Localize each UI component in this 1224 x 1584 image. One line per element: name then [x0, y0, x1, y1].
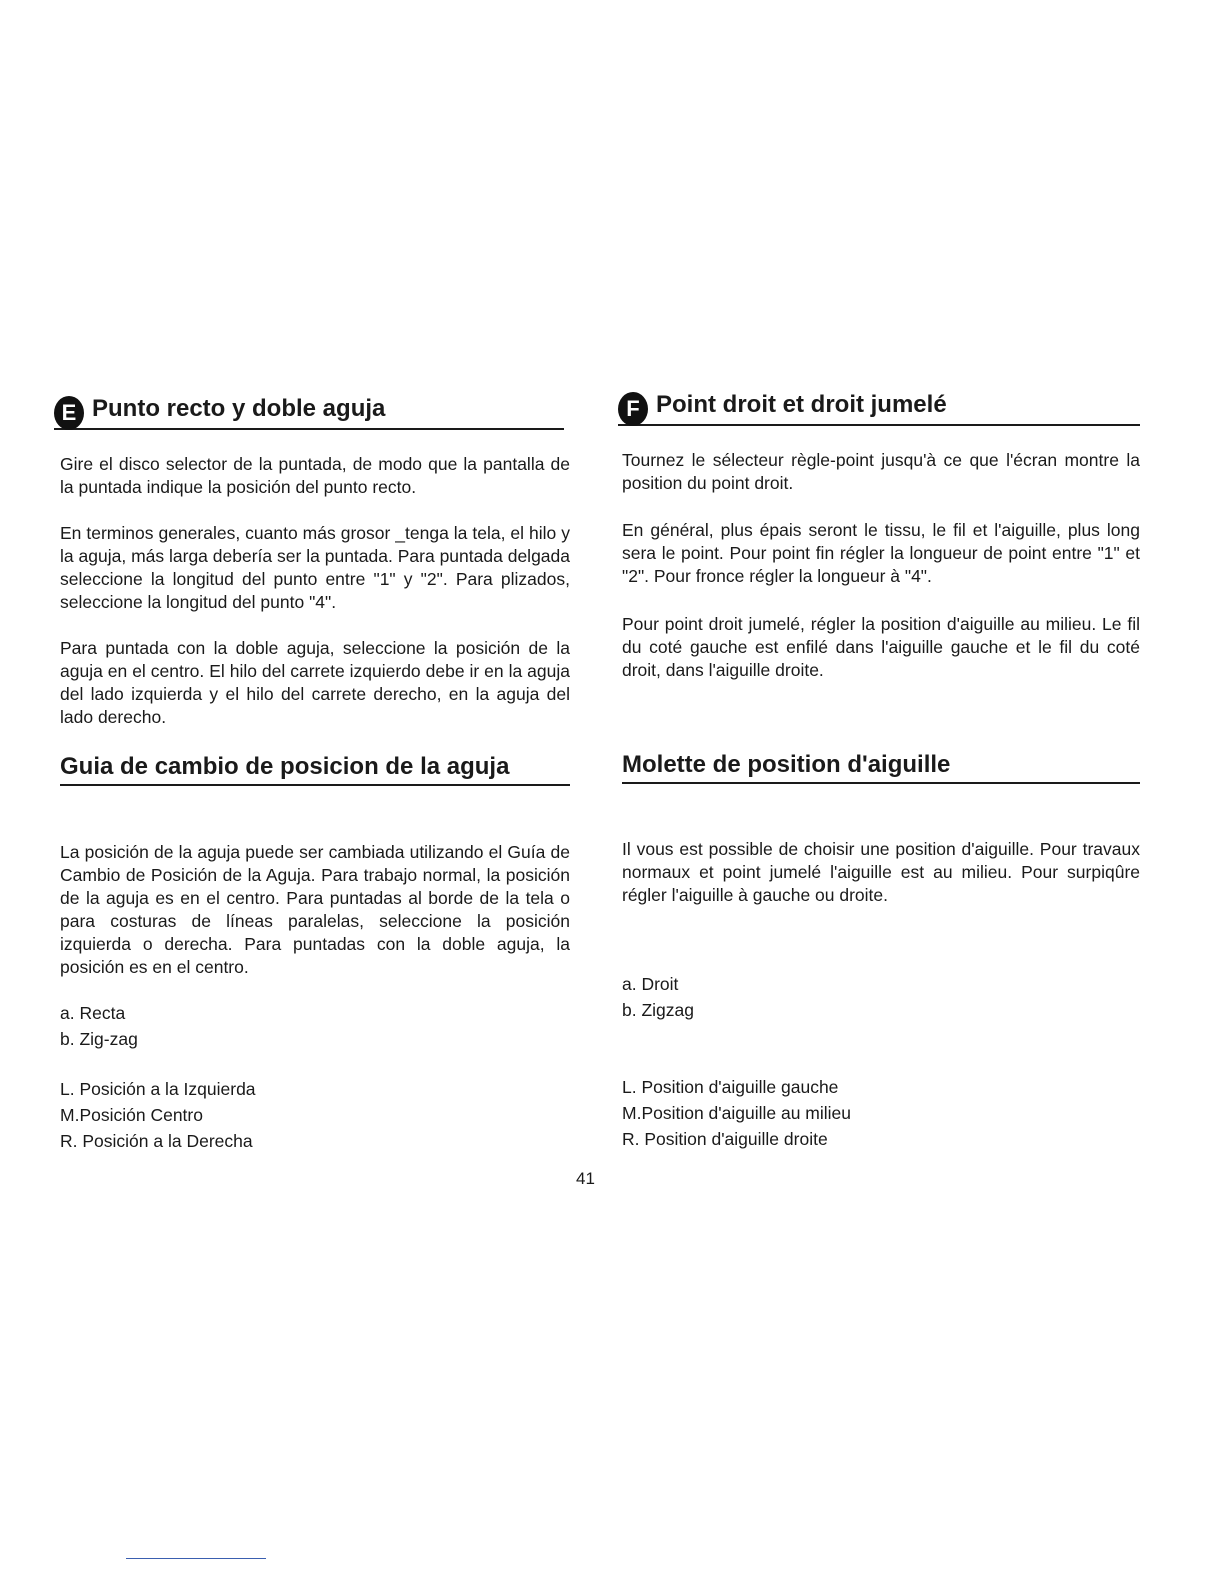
french-section2-paragraph: Il vous est possible de choisir une position d'aiguille. Pour travaux normaux et point jumelé l'aiguille est au milieu. Pour surpiqûre régler l'aiguille à gauche ou droite. [622, 839, 1140, 905]
french-stitch-type-a: a. Droit [622, 974, 679, 994]
french-title: Point droit et droit jumelé [656, 391, 947, 418]
spanish-section2-heading-block [60, 752, 570, 786]
french-position-m: M.Position d'aiguille au milieu [622, 1103, 852, 1123]
spanish-paragraph-2: En terminos generales, cuanto más grosor _tenga la tela, el hilo y la aguja, más larga debería ser la puntada. Para puntada delgada seleccione la longitud del punto entre "1" y "2". Para plizados, seleccione la longitud del punto "4". [60, 523, 570, 612]
spanish-position-l: L. Posición a la Izquierda [60, 1079, 256, 1099]
french-paragraph-3: Pour point droit jumelé, régler la position d'aiguille au milieu. Le fil du coté gauche est enfilé dans l'aiguille gauche et le fil du coté droit, dans l'aiguille droite. [622, 614, 1140, 680]
french-paragraph-2: En général, plus épais seront le tissu, le fil et l'aiguille, plus long sera le point. Pour point fin régler la longueur de point entre "1" et "2". Pour fronce régler la longueur à "4". [622, 520, 1140, 586]
french-position-l: L. Position d'aiguille gauche [622, 1077, 839, 1097]
spanish-paragraph-1: Gire el disco selector de la puntada, de modo que la pantalla de la puntada indique la posición del punto recto. [60, 454, 570, 497]
spanish-stitch-type-a: a. Recta [60, 1003, 126, 1023]
spanish-position-m: M.Posición Centro [60, 1105, 203, 1125]
spanish-position-r: R. Posición a la Derecha [60, 1131, 253, 1151]
spanish-title: Punto recto y doble aguja [92, 395, 386, 422]
french-badge-icon: F [618, 392, 648, 426]
spanish-stitch-type-b: b. Zig-zag [60, 1029, 138, 1049]
french-stitch-type-b: b. Zigzag [622, 1000, 694, 1020]
page-number: 41 [576, 1169, 595, 1188]
spanish-heading [54, 392, 564, 428]
french-paragraph-1: Tournez le sélecteur règle-point jusqu'à ce que l'écran montre la position du point droit. [622, 450, 1140, 493]
spanish-section2-paragraph: La posición de la aguja puede ser cambiada utilizando el Guía de Cambio de Posición de la Aguja. Para trabajo normal, la posición de la aguja es en el centro. Para puntadas al borde de la tela o para costuras de líneas paralelas, seleccione la posición izquierda o derecha. Para puntadas con la doble aguja, la posición es en el centro. [60, 842, 570, 977]
spanish-section2-title: Guia de cambio de posicion de la aguja [60, 753, 510, 780]
french-position-r: R. Position d'aiguille droite [622, 1129, 828, 1149]
spanish-paragraph-3: Para puntada con la doble aguja, seleccione la posición de la aguja en el centro. El hilo del carrete izquierdo debe ir en la aguja del lado izquierda y el hilo del carrete derecho, en la aguja del lado derecho. [60, 638, 570, 727]
french-section2-title: Molette de position d'aiguille [622, 751, 951, 778]
spanish-badge-icon: E [54, 396, 84, 430]
french-heading [618, 388, 1140, 424]
french-section2-heading-block [622, 750, 1140, 784]
french-heading-block [618, 388, 1140, 426]
spanish-heading-block [54, 392, 564, 430]
footer-rule [126, 1558, 266, 1559]
